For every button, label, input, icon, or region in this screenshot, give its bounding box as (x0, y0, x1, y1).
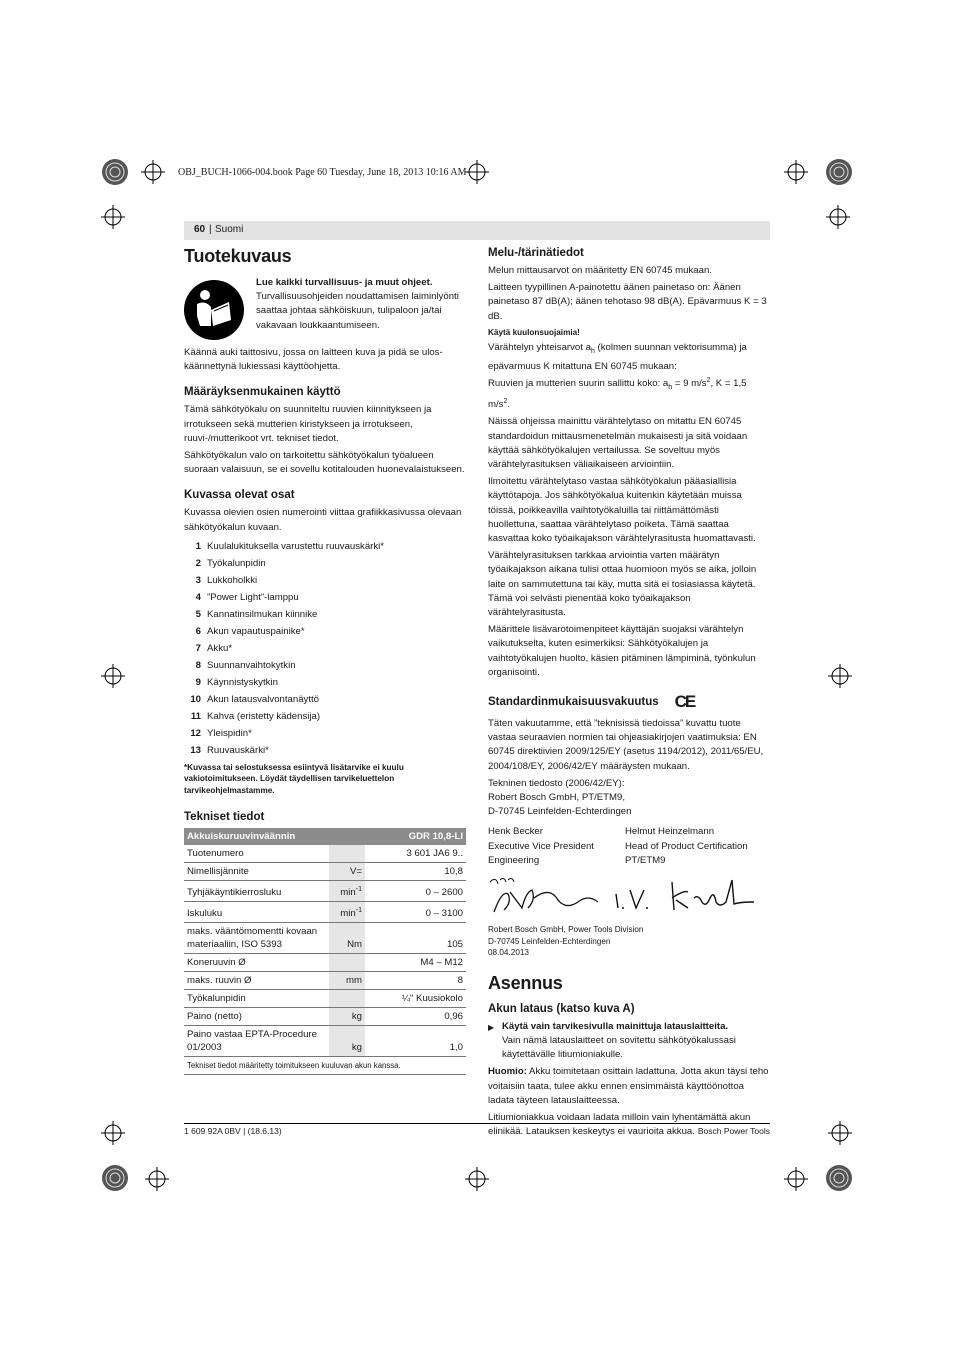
part-number: 7 (195, 642, 201, 654)
parts-heading: Kuvassa olevat osat (184, 489, 295, 502)
company-line: Robert Bosch GmbH, Power Tools Division (488, 925, 644, 935)
print-info: OBJ_BUCH-1066-004.book Page 60 Tuesday, June 18, 2013 10:16 AM (178, 167, 467, 178)
part-label: ”Power Light”-lamppu (207, 591, 299, 603)
crosshair-icon (101, 1121, 125, 1145)
note-label: Huomio: (488, 1066, 527, 1078)
footer-doc-number: 1 609 92A 0BV | (18.6.13) (184, 1126, 282, 1136)
spec-table (184, 828, 466, 1075)
cell-unit (329, 989, 365, 1007)
crosshair-icon (784, 1167, 808, 1191)
cell-label: Nimellisjännite (184, 862, 329, 880)
registration-mark-icon (100, 1163, 130, 1193)
part-number: 2 (195, 557, 201, 569)
part-label: Lukkoholkki (207, 574, 258, 586)
bullet-triangle-icon: ▶ (488, 1022, 495, 1032)
signatory-2 (625, 825, 770, 868)
superscript: 2 (503, 398, 508, 406)
bullet-text (502, 1020, 770, 1063)
text: (kolmen suunnan vektorisumma) ja epävarmuus K mitattuna EN 60745 mukaan: (488, 342, 747, 372)
cell-value: 0 – 3100 (365, 901, 466, 922)
crosshair-icon (101, 664, 125, 688)
noise-paragraph: Laitteen tyypillinen A-painotettu äänen painetaso on: Äänen painetaso 87 dB(A); äänen tehotaso 98 dB(A). Epävarmuus K = 3 dB. (488, 282, 767, 322)
cell-label: Iskuluku (184, 901, 329, 922)
table-row (184, 953, 466, 971)
intended-use-paragraph: Tämä sähkötyökalu on suunniteltu ruuvien kiinnitykseen ja irrotukseen sekä mutterien kiristykseen ja irrotukseen, ruuvi-/mutterikoot vrt. tekniset tiedot. (184, 404, 432, 444)
page-header (184, 221, 770, 240)
part-number: 5 (195, 608, 201, 620)
part-label: Kannatinsilmukan kiinnike (207, 608, 318, 620)
signatory-title: Head of Product Certification (625, 840, 748, 852)
text: Ruuvien ja mutterien suurin sallittu koko: a (488, 377, 669, 389)
crosshair-icon (826, 205, 850, 229)
cell-unit: Nm (329, 922, 365, 953)
list-item (184, 606, 466, 623)
noise-heading: Melu-/tärinätiedot (488, 247, 584, 259)
cell-value: ¼" Kuusiokolo (365, 989, 466, 1007)
warning-paragraph (256, 276, 466, 340)
section-title-product-description: Tuotekuvaus (184, 246, 292, 266)
read-manual-icon (184, 280, 244, 340)
list-item (184, 691, 466, 708)
table-header-type: GDR 10,8-LI (365, 828, 466, 845)
signatory-1 (488, 825, 625, 868)
list-item (184, 725, 466, 742)
part-number: 3 (195, 574, 201, 586)
crosshair-icon (784, 160, 808, 184)
cell-unit: mm (329, 971, 365, 989)
header-separator: | (209, 224, 212, 235)
table-row (184, 1025, 466, 1056)
cell-value: 1,0 (365, 1025, 466, 1056)
list-item (184, 555, 466, 572)
cell-unit: kg (329, 1007, 365, 1025)
cell-label: Työkalunpidin (184, 989, 329, 1007)
intended-use-heading: Määräyksenmukainen käyttö (184, 386, 341, 399)
section-title-assembly: Asennus (488, 972, 563, 993)
crosshair-icon (828, 664, 852, 688)
conformity-heading (488, 692, 770, 712)
charging-heading: Akun lataus (katso kuva A) (488, 1002, 635, 1015)
footer-divider (184, 1123, 770, 1124)
safety-warning (184, 276, 466, 340)
note-text: Akku toimitetaan osittain ladattuna. Jotta akun täysi teho voitaisiin taata, tulee akku ennen ensimmäistä käyttöönottoa ladata täyteen latauslaitteessa. (488, 1066, 769, 1106)
cell-label: Tuotenumero (184, 845, 329, 863)
footer-brand: Bosch Power Tools (697, 1126, 770, 1136)
part-number: 11 (190, 710, 201, 722)
charger-instruction (488, 1020, 770, 1063)
battery-paragraph: Litiumioniakkua voidaan ladata milloin vain lyhentämättä akun elinikää. Latauksen keskeytys ei vaurioita akkua. (488, 1112, 751, 1138)
conformity-line: D-70745 Leinfelden-Echterdingen (488, 806, 632, 818)
cell-unit: V= (329, 862, 365, 880)
part-label: Työkalunpidin (207, 557, 266, 569)
vibration-paragraph: Määrittele lisävarotoimenpiteet käyttäjän suojaksi värähtelyn vaikutukselta, kuten esimerkiksi: Sähkötyökalujen ja vaihtotyökalujen huolto, käsien pitäminen lämpiminä, työnkulun organisointi. (488, 624, 756, 678)
part-label: Käynnistyskytkin (207, 676, 278, 688)
list-item (184, 708, 466, 725)
bullet-body: Vain nämä latauslaitteet on sovitettu sähkötyökalussasi käytettävälle litiumioniakulle. (502, 1035, 736, 1061)
table-note: Tekniset tiedot määritetty toimitukseen kuuluvan akun kanssa. (184, 1056, 466, 1074)
crosshair-icon (101, 205, 125, 229)
parts-list (184, 538, 466, 759)
cell-value: 0 – 2600 (365, 880, 466, 901)
registration-mark-icon (824, 157, 854, 187)
part-label: Kahva (eristetty kädensija) (207, 710, 321, 722)
part-number: 13 (190, 744, 201, 756)
part-label: Ruuvauskärki* (207, 744, 269, 756)
crosshair-icon (465, 1167, 489, 1191)
text: , K = 1,5 m/s (488, 377, 747, 411)
text: Värähtelyn yhteisarvot a (488, 342, 591, 354)
part-label: Suunnanvaihtokytkin (207, 659, 296, 671)
company-line: D-70745 Leinfelden-Echterdingen (488, 936, 611, 946)
warning-text: Turvallisuusohjeiden noudattamisen laiminlyönti saattaa johtaa sähköiskuun, tulipaloon ja/tai vakavaan loukkaantumiseen. (256, 291, 459, 331)
vibration-paragraph: Näissä ohjeissa mainittu värähtelytaso on mitattu EN 60745 standardoidun mittausmenetelmän mukaisesti ja sitä voidaan käyttää sähkötyökalujen vertailussa. Se soveltuu myös värähtelyrasituksen väliaikaiseen arviointiin. (488, 416, 748, 471)
table-row (184, 1007, 466, 1025)
tech-data-heading: Tekniset tiedot (184, 810, 265, 823)
intended-use-paragraph: Sähkötyökalun valo on tarkoitettu sähkötyökalun työalueen suoraan valaisuun, se ei sovellu kotitalouden huonevalaistukseen. (184, 450, 465, 476)
crosshair-icon (828, 1121, 852, 1145)
table-row (184, 880, 466, 901)
table-header-row (184, 828, 466, 845)
conformity-paragraph: Täten vakuutamme, että ”teknisissä tiedoissa” kuvattu tuote vastaa seuraavien normien tai ohjeasiakirjojen vaatimuksia: EN 60745 direktiivien 2009/125/EY (asetus 1194/2012), 2011/65/EU, 2004/108/EY, 2006/42/EY määräysten mukaan. (488, 718, 764, 772)
table-note-row (184, 1056, 466, 1074)
cell-label: Paino (netto) (184, 1007, 329, 1025)
table-row (184, 922, 466, 953)
crosshair-icon (145, 1167, 169, 1191)
cell-value: 105 (365, 922, 466, 953)
cell-value: 0,96 (365, 1007, 466, 1025)
cell-label: maks. vääntömomentti kovaan materiaaliin, ISO 5393 (184, 922, 329, 953)
noise-paragraph: Melun mittausarvot on määritetty EN 60745 mukaan. (488, 265, 712, 276)
hearing-protection-warning: Käytä kuulonsuojaimia! (488, 327, 580, 337)
cell-value: 10,8 (365, 862, 466, 880)
cell-unit (329, 845, 365, 863)
part-number: 8 (195, 659, 201, 671)
table-row (184, 989, 466, 1007)
signatory-title: Executive Vice President (488, 840, 594, 852)
parts-footnote: *Kuvassa tai selostuksessa esiintyvä lisätarvike ei kuulu vakiotoimitukseen. Löydät täydellisen tarvikeluettelon tarvikeohjelmastamme. (184, 762, 404, 796)
text: = 9 m/s (672, 377, 707, 389)
cell-value: M4 – M12 (365, 953, 466, 971)
crosshair-icon (141, 160, 165, 184)
cell-unit: $\min^{-1}$ (329, 901, 365, 922)
cell-unit: kg (329, 1025, 365, 1056)
part-label: Kuulalukituksella varustettu ruuvauskärki* (207, 540, 385, 552)
part-label: Akun vapautuspainike* (207, 625, 305, 637)
list-item (184, 640, 466, 657)
list-item (184, 538, 466, 555)
registration-mark-icon (100, 157, 130, 187)
page-number: 60 (194, 224, 206, 235)
part-number: 6 (195, 625, 201, 637)
cell-label: Paino vastaa EPTA-Procedure 01/2003 (184, 1025, 329, 1056)
cell-unit (329, 953, 365, 971)
conformity-line: Tekninen tiedosto (2006/42/EY): (488, 777, 625, 789)
left-column (184, 246, 466, 1075)
table-header-model: Akkuiskuruuvinväännin (184, 828, 365, 845)
list-item (184, 623, 466, 640)
part-label: Akun latausvalvontanäyttö (207, 693, 320, 705)
superscript: 2 (706, 376, 711, 384)
intro-paragraph: Käännä auki taittosivu, jossa on laitteen kuva ja pidä se ulos-käännettynä lukiessasi käyttöohjetta. (184, 347, 443, 373)
signatory-name: Helmut Heinzelmann (625, 826, 715, 838)
table-row (184, 845, 466, 863)
parts-intro: Kuvassa olevien osien numerointi viittaa grafiikkasivussa olevaan sähkötyökalun kuvaan. (184, 507, 462, 533)
cell-label: Koneruuvin Ø (184, 953, 329, 971)
vibration-paragraph: Ilmoitettu värähtelytaso vastaa sähkötyökalun pääasiallisia käyttötapoja. Jos sähkötyökalua kuitenkin käytetään muissa töissä, poikkeavilla vaihtotyökaluilla tai riittämättömästi huollettuna, saattaa värähtelytaso poiketa. Tämä saattaa kasvattaa koko työaikajakson värähtelyrasitusta huomattavasti. (488, 476, 756, 545)
conformity-heading-text: Standardinmukaisuusvakuutus (488, 696, 659, 709)
handwritten-signatures (488, 872, 770, 924)
registration-mark-icon (824, 1163, 854, 1193)
part-number: 9 (195, 676, 201, 688)
list-item (184, 742, 466, 759)
list-item (184, 674, 466, 691)
warning-bold: Lue kaikki turvallisuus- ja muut ohjeet. (256, 277, 433, 288)
right-column (488, 246, 770, 1143)
part-number: 1 (195, 540, 201, 552)
cell-unit: $\min^{-1}$ (329, 880, 365, 901)
vibration-paragraph: Värähtelyrasituksen tarkkaa arviointia varten määrätyn työaikajakson aikana tulisi ottaa huomioon myös se aika, jolloin laite on sammutettuna tai käy, mutta sitä ei tosiasiassa käytetä. Tämä voi selvästi pienentää koko työaikajakson värähtelyrasitusta. (488, 550, 757, 619)
cell-value: 3 601 JA6 9.. (365, 845, 466, 863)
note-paragraph (488, 1065, 770, 1108)
list-item (184, 657, 466, 674)
vibration-paragraph: Värähtelyn yhteisarvot $a_h$ (kolmen suunnan vektorisumma) ja epävarmuus K mitattuna EN 60745 mukaan: Ruuvien ja mutterien suurin sallittu koko: $a_h = 9$ $m/s^2$, K = 1,5 $m/s^2$. (488, 342, 747, 411)
subscript: h (668, 383, 673, 391)
crosshair-icon (465, 160, 489, 184)
part-label: Akku* (207, 642, 233, 654)
subscript: h (590, 348, 595, 356)
ce-mark-icon: CE (674, 692, 695, 712)
company-date: 08.04.2013 (488, 948, 529, 958)
cell-label: maks. ruuvin Ø (184, 971, 329, 989)
list-item (184, 589, 466, 606)
bullet-bold: Käytä vain tarvikesivulla mainittuja latauslaitteita. (502, 1020, 729, 1032)
part-number: 12 (190, 727, 201, 739)
signature-icon (488, 872, 770, 924)
signatories (488, 825, 770, 868)
part-label: Yleispidin* (207, 727, 252, 739)
table-row (184, 971, 466, 989)
page-language: Suomi (215, 224, 244, 235)
conformity-line: Robert Bosch GmbH, PT/ETM9, (488, 792, 626, 804)
table-row (184, 901, 466, 922)
part-number: 4 (195, 591, 201, 603)
table-row (184, 862, 466, 880)
signatory-name: Henk Becker (488, 826, 543, 838)
cell-value: 8 (365, 971, 466, 989)
part-number: 10 (190, 693, 201, 705)
cell-label: Tyhjäkäyntikierrosluku (184, 880, 329, 901)
signatory-dept: Engineering (488, 854, 540, 866)
list-item (184, 572, 466, 589)
signatory-dept: PT/ETM9 (625, 854, 666, 866)
